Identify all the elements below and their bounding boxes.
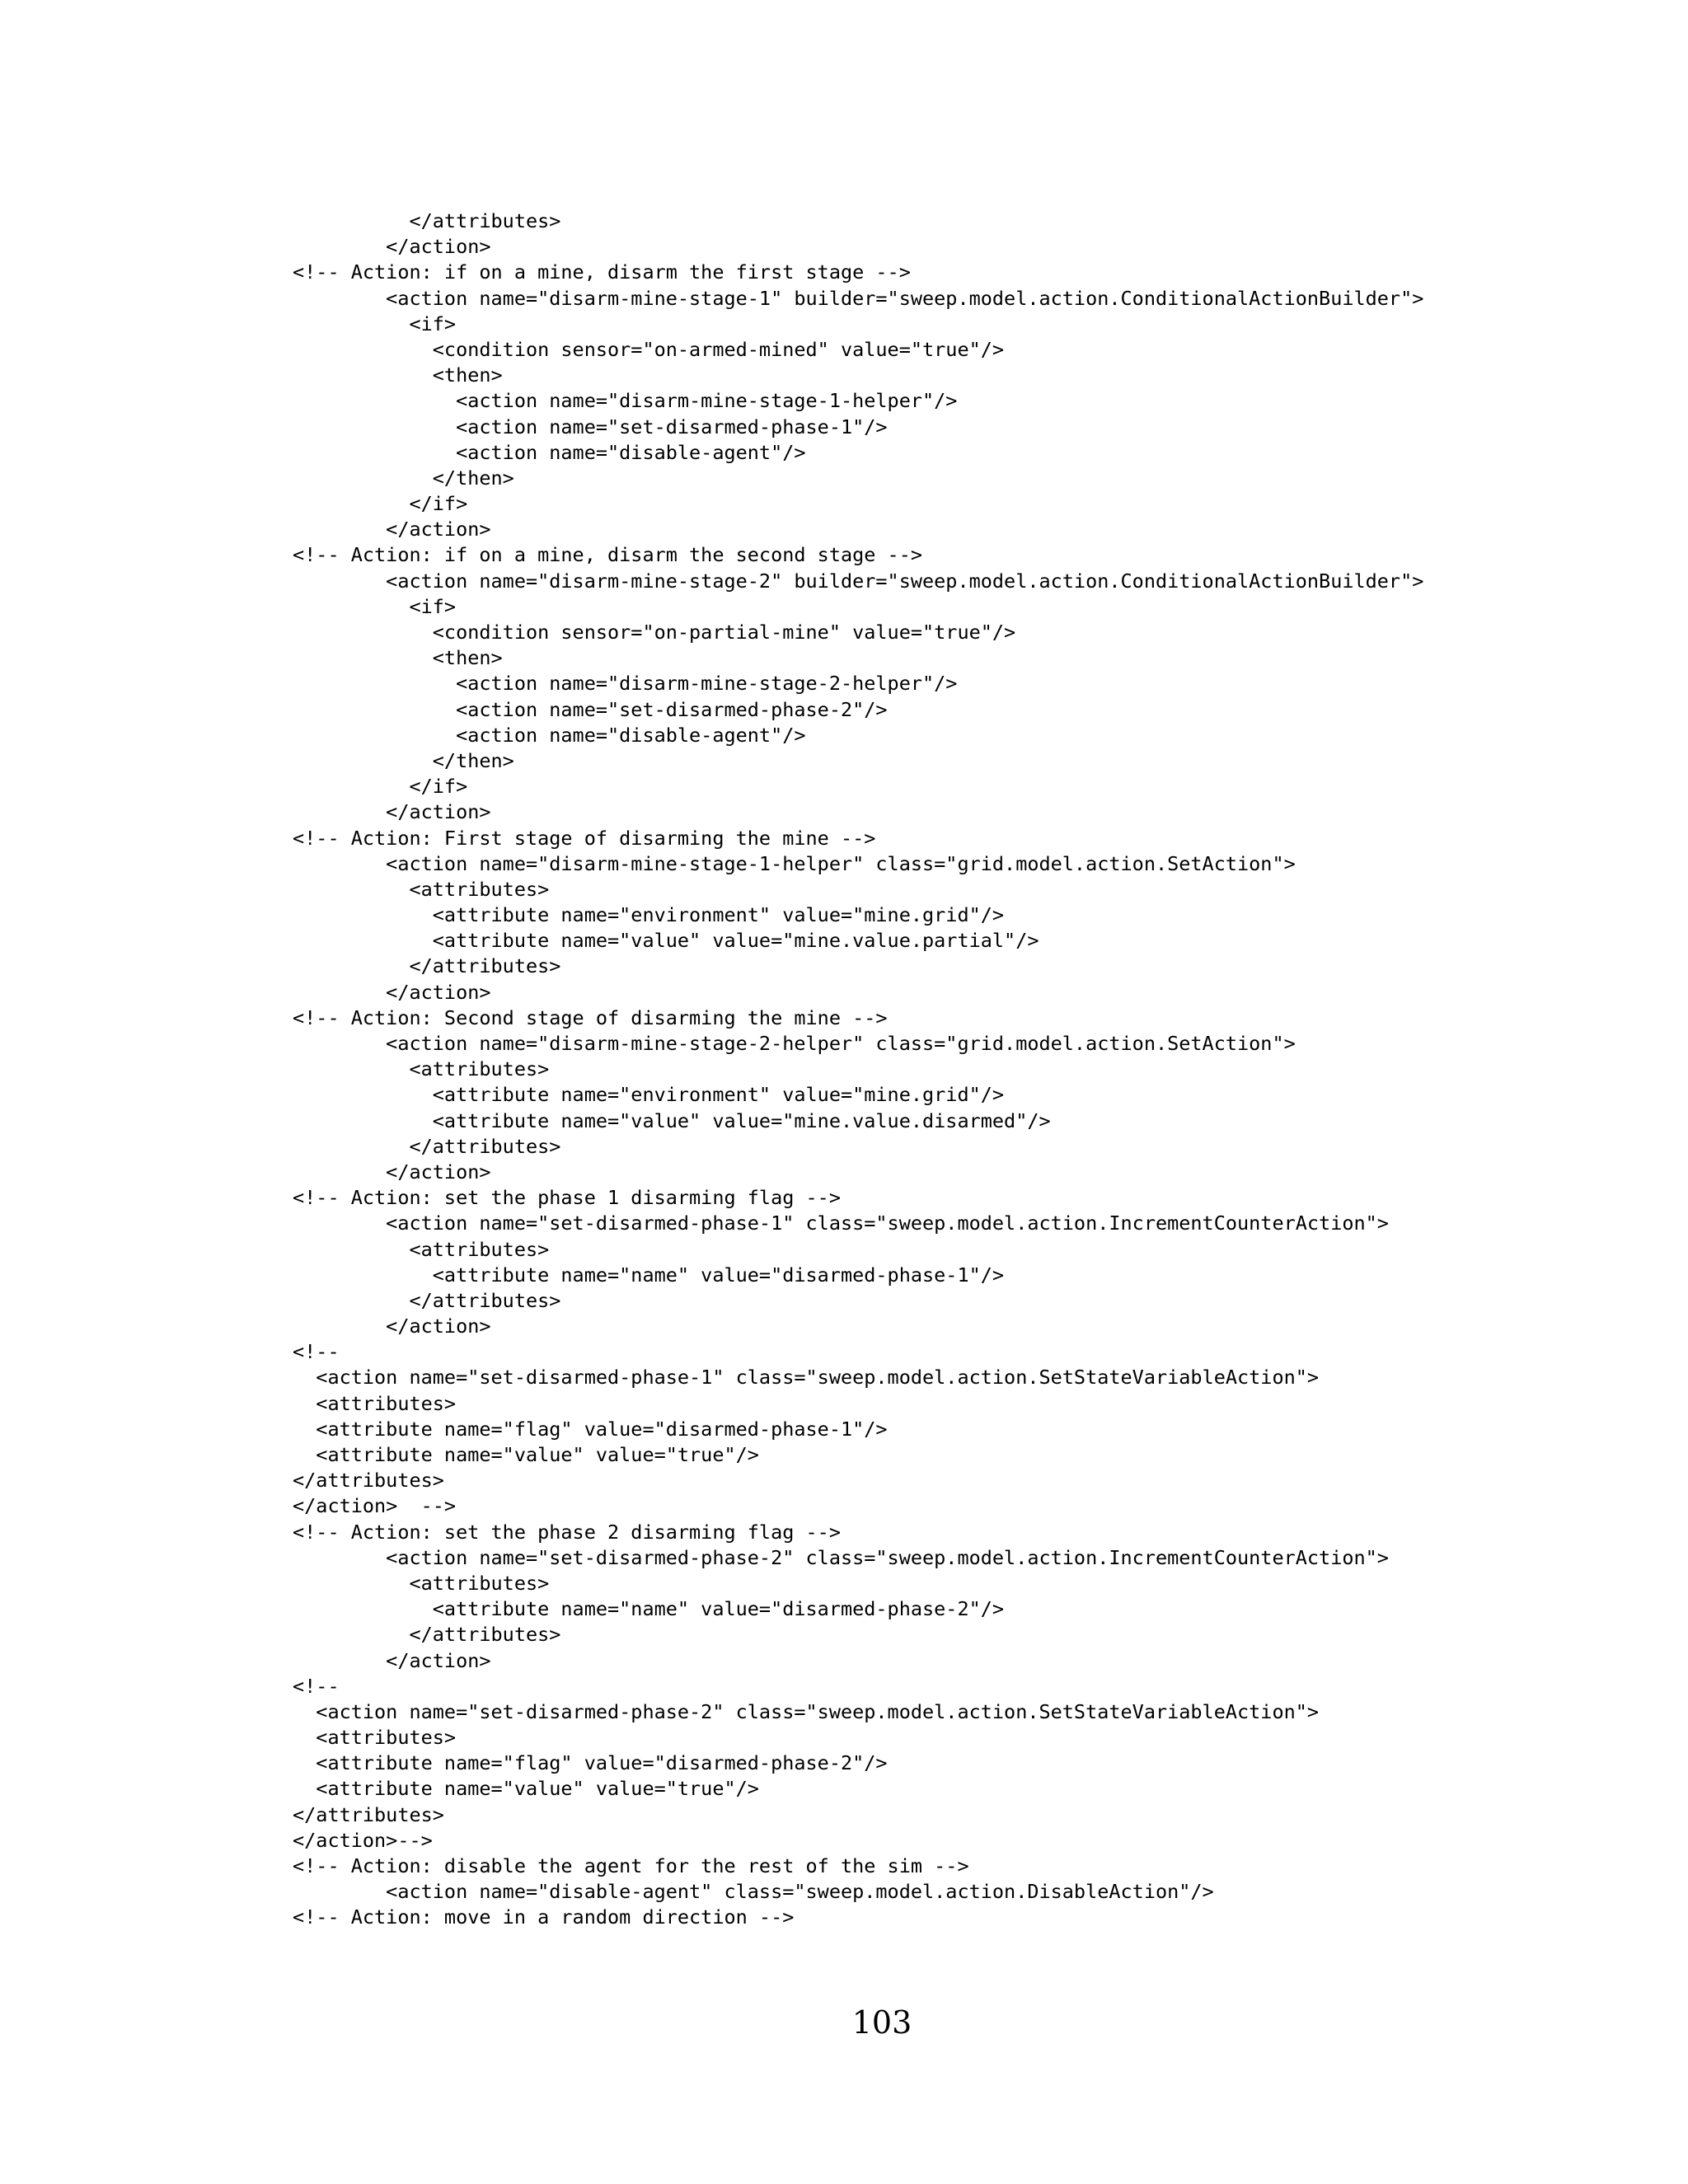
code-line: <if>: [293, 594, 457, 618]
code-line: </action>: [293, 235, 491, 259]
code-line: <attribute name="value" value="true"/>: [293, 1443, 759, 1466]
code-line: </action>: [293, 1315, 491, 1338]
code-line: </action> -->: [293, 1494, 457, 1518]
code-line: <attribute name="environment" value="mine.grid"/>: [293, 1083, 1005, 1107]
code-line: <action name="disarm-mine-stage-2-helper"/>: [293, 672, 958, 696]
code-line: </action>: [293, 800, 491, 824]
code-line: <!-- Action: First stage of disarming the mine -->: [293, 826, 876, 850]
code-line: <action name="disarm-mine-stage-2" builder="sweep.model.action.ConditionalActionBuilder">: [293, 569, 1424, 593]
code-line: <!-- Action: Second stage of disarming the mine -->: [293, 1005, 888, 1029]
code-line: <if>: [293, 312, 457, 335]
page-number: 103: [851, 2004, 912, 2041]
code-line: <attributes>: [293, 1391, 457, 1415]
code-line: </if>: [293, 775, 468, 799]
code-line: <action name="disarm-mine-stage-1" builder="sweep.model.action.ConditionalActionBuilder">: [293, 286, 1424, 310]
code-line: </attributes>: [293, 1288, 561, 1312]
code-line: <!-- Action: set the phase 2 disarming flag -->: [293, 1520, 841, 1544]
code-line: </attributes>: [293, 1623, 561, 1647]
code-line: </attributes>: [293, 209, 561, 232]
code-line: <then>: [293, 646, 503, 670]
code-line: </then>: [293, 466, 514, 490]
code-line: <action name="set-disarmed-phase-1"/>: [293, 415, 888, 438]
code-line: <attribute name="value" value="mine.value.disarmed"/>: [293, 1108, 1051, 1132]
code-line: <attribute name="value" value="true"/>: [293, 1777, 759, 1801]
code-line: <action name="set-disarmed-phase-2" class="sweep.model.action.IncrementCounterAction">: [293, 1545, 1389, 1569]
code-line: <attributes>: [293, 1571, 550, 1595]
code-line: <action name="set-disarmed-phase-1" class="sweep.model.action.SetStateVariableAction">: [293, 1366, 1320, 1390]
code-line: </attributes>: [293, 1802, 444, 1826]
code-line: </then>: [293, 748, 514, 772]
code-line: </action>-->: [293, 1828, 433, 1852]
code-line: </attributes>: [293, 1134, 561, 1158]
code-line: <attribute name="flag" value="disarmed-phase-1"/>: [293, 1417, 888, 1441]
code-line: </attributes>: [293, 1469, 444, 1493]
code-line: </action>: [293, 980, 491, 1004]
code-line: <attribute name="value" value="mine.value.partial"/>: [293, 929, 1039, 953]
code-line: <action name="set-disarmed-phase-2"/>: [293, 697, 888, 721]
code-line: <!--: [293, 1340, 340, 1364]
code-line: <attributes>: [293, 1726, 457, 1750]
code-line: <attribute name="flag" value="disarmed-phase-2"/>: [293, 1751, 888, 1775]
code-line: <!-- Action: if on a mine, disarm the second stage -->: [293, 543, 923, 567]
code-line: <condition sensor="on-armed-mined" value="true"/>: [293, 337, 1005, 361]
code-line: <!-- Action: set the phase 1 disarming flag -->: [293, 1186, 841, 1210]
code-line: <action name="set-disarmed-phase-1" class="sweep.model.action.IncrementCounterAction">: [293, 1212, 1389, 1235]
code-line: <condition sensor="on-partial-mine" value="true"/>: [293, 621, 1016, 644]
code-line: <!-- Action: if on a mine, disarm the first stage -->: [293, 260, 911, 284]
code-line: <action name="set-disarmed-phase-2" class="sweep.model.action.SetStateVariableAction">: [293, 1699, 1320, 1723]
code-line: <attributes>: [293, 1057, 550, 1081]
code-line: <action name="disable-agent"/>: [293, 723, 806, 747]
code-line: </action>: [293, 1160, 491, 1183]
code-line: <action name="disarm-mine-stage-1-helper" class="grid.model.action.SetAction">: [293, 851, 1296, 875]
code-line: </action>: [293, 1648, 491, 1672]
code-line: <attribute name="environment" value="mine.grid"/>: [293, 903, 1005, 927]
code-line: </action>: [293, 518, 491, 541]
code-line: <!-- Action: move in a random direction -->: [293, 1905, 795, 1929]
code-line: <action name="disarm-mine-stage-2-helper" class="grid.model.action.SetAction">: [293, 1032, 1296, 1055]
code-line: <then>: [293, 363, 503, 387]
code-line: <action name="disable-agent"/>: [293, 440, 806, 464]
code-listing: [293, 209, 1423, 1931]
code-line: <!--: [293, 1674, 340, 1698]
code-line: <!-- Action: disable the agent for the rest of the sim -->: [293, 1854, 969, 1877]
code-line: <attributes>: [293, 877, 550, 901]
code-line: <action name="disarm-mine-stage-1-helper"/>: [293, 389, 958, 413]
code-line: </if>: [293, 492, 468, 516]
code-line: <attributes>: [293, 1237, 550, 1261]
code-line: <action name="disable-agent" class="sweep.model.action.DisableAction"/>: [293, 1880, 1214, 1904]
code-line: <attribute name="name" value="disarmed-phase-2"/>: [293, 1597, 1005, 1621]
code-line: </attributes>: [293, 954, 561, 978]
code-line: <attribute name="name" value="disarmed-phase-1"/>: [293, 1263, 1005, 1286]
